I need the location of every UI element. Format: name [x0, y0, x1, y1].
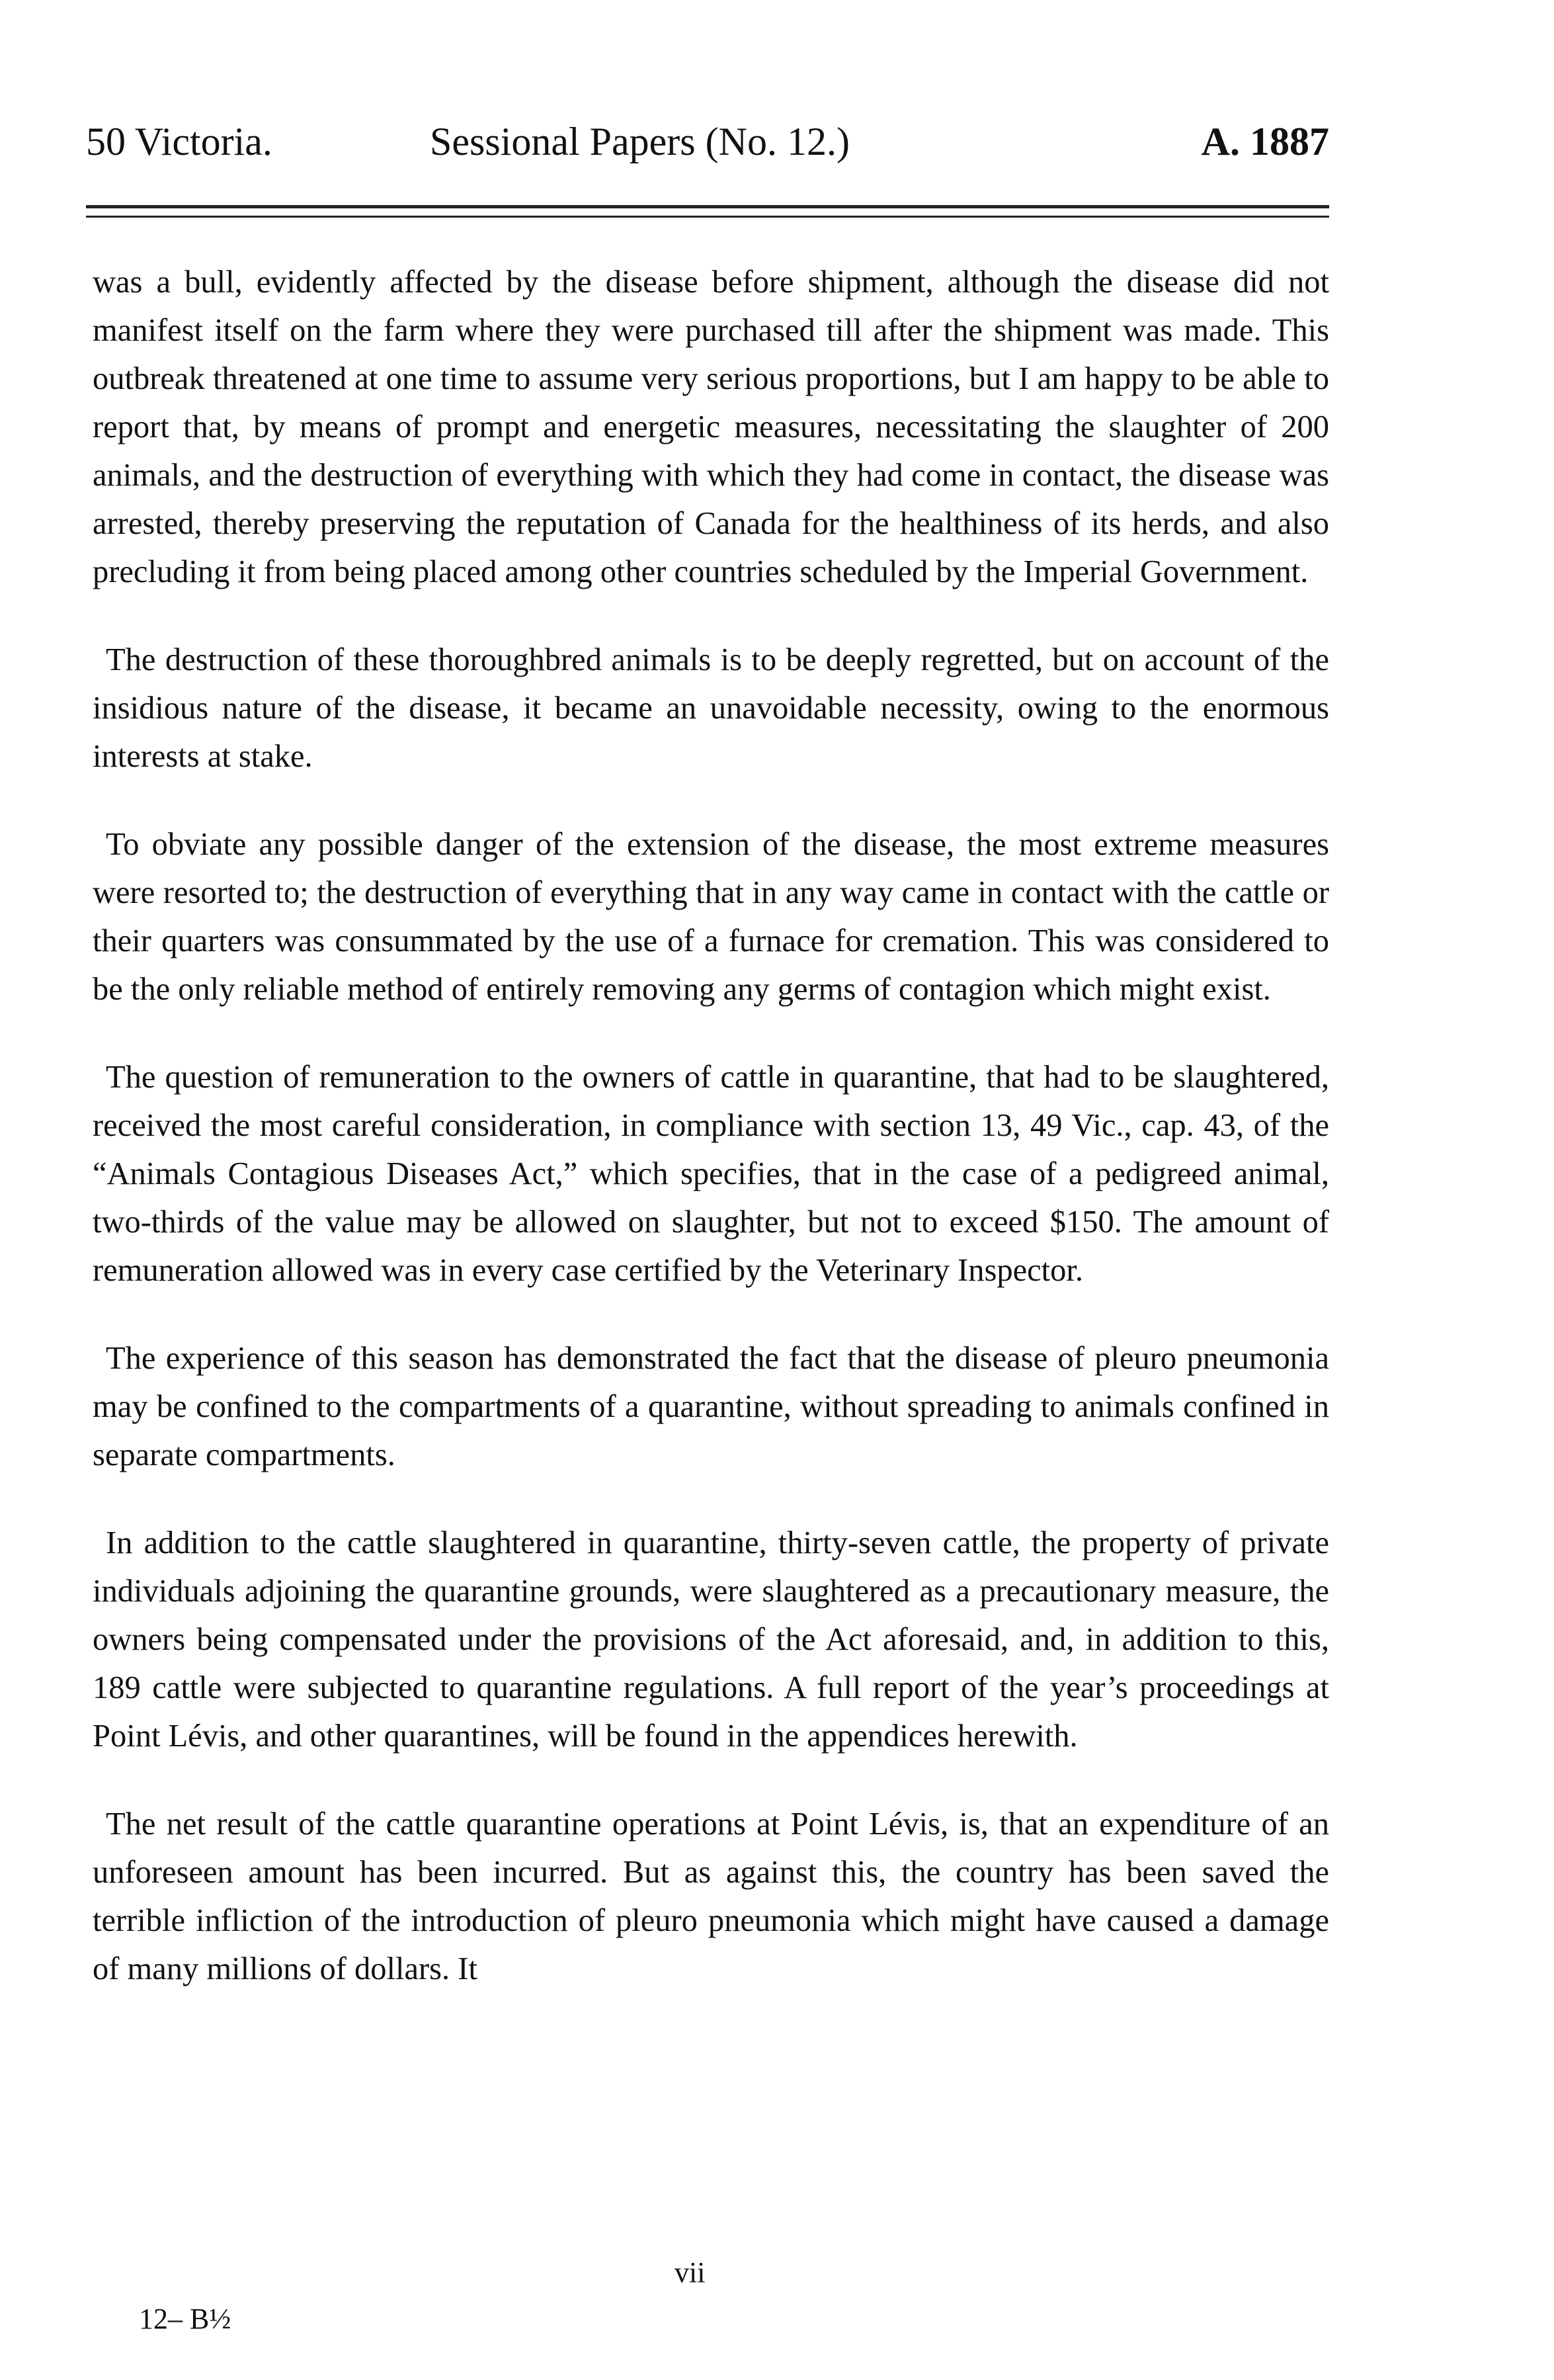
paragraph-continuation: was a bull, evidently affected by the disease before shipment, although the disease did not manifest itself on the farm where they were purchased till after the shipment was made. This outbreak threatened at one time to assume very serious proportions, but I am happy to be able to report that, by means of prompt and energetic measures, necessitating the slaughter of 200 animals, and the destruction of everything with which they had come in contact, the disease was arrested, thereby preserving the reputation of Canada for the healthiness of its herds, and also precluding it from being placed among other countries scheduled by the Imperial Government.	[93, 265, 1329, 589]
header-rule	[86, 205, 1329, 208]
paragraph: In addition to the cattle slaughtered in quarantine, thirty-seven cattle, the property of private individuals adjoining the quarantine grounds, were slaughtered as a precautionary measure, the owners being compensated under the provisions of the Act aforesaid, and, in addition to this, 189 cattle were subjected to quarantine regulations. A full report of the year’s proceedings at Point Lévis, and other quarantines, will be found in the appendices herewith.	[93, 1525, 1329, 1754]
paragraph: The net result of the cattle quarantine operations at Point Lévis, is, that an expenditure of an unforeseen amount has been incurred. But as against this, the country has been saved the terrible infliction of the introduction of pleuro pneumonia which might have caused a damage of many millions of dollars. It	[93, 1806, 1329, 1986]
header-year: A. 1887	[1201, 120, 1329, 163]
signature-mark: 12– B½	[139, 2303, 231, 2335]
paragraph: The destruction of these thoroughbred animals is to be deeply regretted, but on account of the insidious nature of the disease, it became an unavoidable necessity, owing to the enormous interests at stake.	[93, 642, 1329, 774]
page-number: vii	[675, 2256, 706, 2289]
paragraph: To obviate any possible danger of the extension of the disease, the most extreme measures were resorted to; the destruction of everything that in any way came in contact with the cattle or their quarters was consummated by the use of a furnace for cremation. This was considered to be the only reliable method of entirely removing any germs of contagion which might exist.	[93, 827, 1329, 1007]
paragraph: The question of remuneration to the owners of cattle in quarantine, that had to be slaughtered, received the most careful consideration, in compliance with section 13, 49 Vic., cap. 43, of the “Animals Contagious Diseases Act,” which specifies, that in the case of a pedigreed animal, two-thirds of the value may be allowed on slaughter, but not to exceed $150. The amount of remuneration allowed was in every case certified by the Veterinary Inspector.	[93, 1060, 1329, 1288]
header-rule-secondary	[86, 216, 1329, 218]
page-header	[86, 119, 1329, 192]
paragraph: The experience of this season has demonstrated the fact that the disease of pleuro pneumonia may be confined to the compartments of a quarantine, without spreading to animals confined in separate compartments.	[93, 1341, 1329, 1472]
header-title: Sessional Papers (No. 12.)	[430, 120, 850, 163]
document-body	[93, 258, 1329, 2033]
header-volume: 50 Victoria.	[86, 120, 272, 163]
